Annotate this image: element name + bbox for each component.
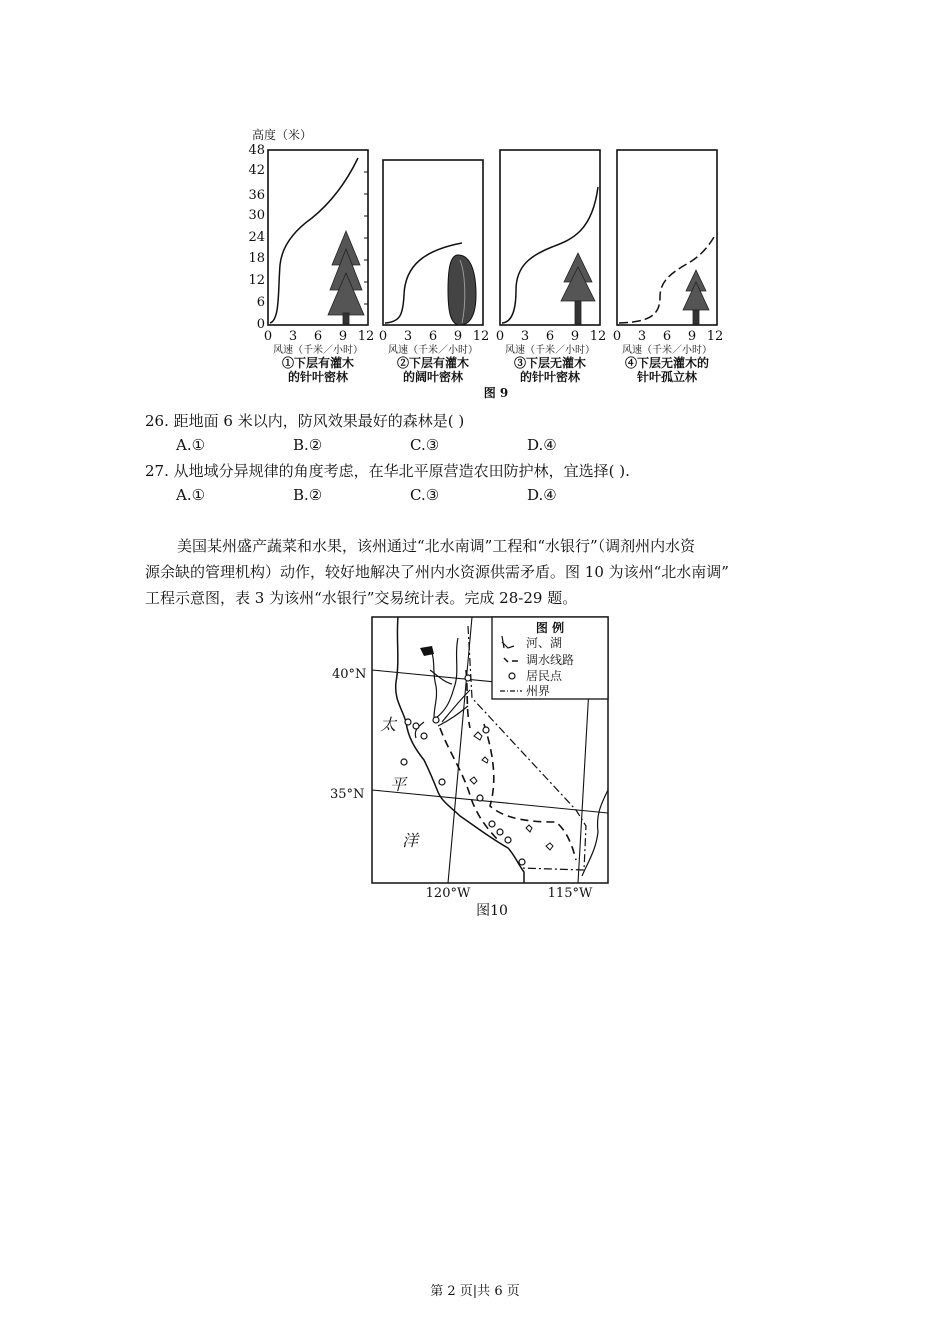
y-tick: 36 [248,188,265,203]
broadleaf-tree-icon [448,255,476,325]
passage-line-1: 美国某州盛产蔬菜和水果，该州通过“北水南调”工程和“水银行”（调剂州内水资 [177,537,696,555]
y-tick: 24 [248,230,265,245]
panel-caption: 的阔叶密林 [402,370,464,384]
x-tick: 6 [313,329,323,344]
panel-2 [383,160,483,325]
latitude-label: 40°N [332,667,367,682]
panel-1 [268,150,368,325]
x-axis-labels [273,343,712,356]
longitude-label: 120°W [425,886,471,901]
y-axis-title: 高度（米） [252,128,313,142]
x-axis-label: 风速（千米／小时） [622,345,712,356]
x-tick: 6 [428,329,438,344]
x-axis-label: 风速（千米／小时） [505,345,595,356]
figure-9-wind-profiles [240,125,730,400]
ocean-label-char: 洋 [402,831,419,850]
conifer-tree-icon [683,270,709,324]
x-tick: 12 [589,329,607,344]
panel-caption: ④下层无灌木的 [624,356,710,370]
x-tick: 3 [520,329,530,344]
x-tick: 6 [662,329,672,344]
question-27-option-d[interactable]: D.④ [527,486,557,504]
question-26-option-a[interactable]: A.① [176,436,206,454]
question-27-option-c[interactable]: C.③ [410,486,440,504]
panel-captions [282,355,709,384]
panel-caption: ①下层有灌木 [281,356,355,370]
x-tick: 12 [472,329,490,344]
question-26-option-b[interactable]: B.② [293,436,323,454]
passage-line-3: 工程示意图，表 3 为该州“水银行”交易统计表。完成 28-29 题。 [145,589,578,607]
panel-caption: ②下层有灌木 [396,356,470,370]
legend-item: 河、湖 [526,636,563,650]
panel-4 [617,150,717,325]
legend-item: 调水线路 [526,653,575,667]
map-legend [492,617,608,699]
y-tick: 12 [248,273,265,288]
legend-item: 居民点 [526,669,563,683]
y-tick: 42 [248,163,265,178]
figure-10-label: 图10 [476,903,508,919]
x-tick: 3 [288,329,298,344]
x-tick: 12 [357,329,375,344]
y-tick: 48 [248,143,265,158]
conifer-tree-icon [561,253,595,324]
x-tick: 9 [453,329,463,344]
legend-item: 州界 [526,684,551,698]
y-tick-labels [248,143,265,332]
y-tick: 30 [248,208,265,223]
question-27-option-b[interactable]: B.② [293,486,323,504]
question-26-option-c[interactable]: C.③ [410,436,440,454]
y-tick: 6 [256,295,265,310]
question-26-option-d[interactable]: D.④ [527,436,557,454]
x-tick: 9 [687,329,697,344]
x-tick: 3 [403,329,413,344]
panel-caption: 的针叶密林 [519,370,581,384]
panel-caption: ③下层无灌木 [513,356,587,370]
x-tick: 3 [637,329,647,344]
x-tick: 9 [338,329,348,344]
x-tick: 9 [570,329,580,344]
legend-title: 图 例 [535,621,565,635]
wind-profile-curve [502,187,598,323]
figure-10-water-transfer-map [320,610,620,925]
figure-9-label: 图 9 [483,386,509,400]
settlement-legend-icon [509,673,515,679]
panel-3 [500,150,600,325]
y-tick: 0 [256,317,265,332]
x-tick: 0 [612,329,622,344]
x-tick: 0 [263,329,273,344]
conifer-tree-icon [328,231,364,324]
ocean-label-char: 平 [390,775,407,794]
question-26-stem: 26. 距地面 6 米以内，防风效果最好的森林是( ) [145,412,465,430]
passage-line-2: 源余缺的管理机构）动作，较好地解决了州内水资源供需矛盾。图 10 为该州“北水南调” [145,563,729,581]
reading-passage [145,533,805,611]
y-tick: 18 [248,251,265,266]
panel-caption: 的针叶密林 [287,370,349,384]
x-axis-label: 风速（千米／小时） [273,345,363,356]
panel-caption: 针叶孤立林 [636,370,698,384]
question-27-option-a[interactable]: A.① [176,486,206,504]
river-east [582,790,608,876]
latitude-label: 35°N [330,787,365,802]
x-axis-label: 风速（千米／小时） [388,345,478,356]
x-tick-labels [264,329,723,344]
x-tick: 0 [495,329,505,344]
question-27-stem: 27. 从地域分异规律的角度考虑，在华北平原营造农田防护林，宜选择( ). [145,462,630,480]
ocean-label-char: 太 [380,715,397,734]
longitude-label: 115°W [547,886,593,901]
x-tick: 0 [378,329,388,344]
settlements [401,675,525,865]
page-footer: 第 2 页|共 6 页 [430,1284,520,1299]
x-tick: 6 [545,329,555,344]
x-tick: 12 [706,329,724,344]
